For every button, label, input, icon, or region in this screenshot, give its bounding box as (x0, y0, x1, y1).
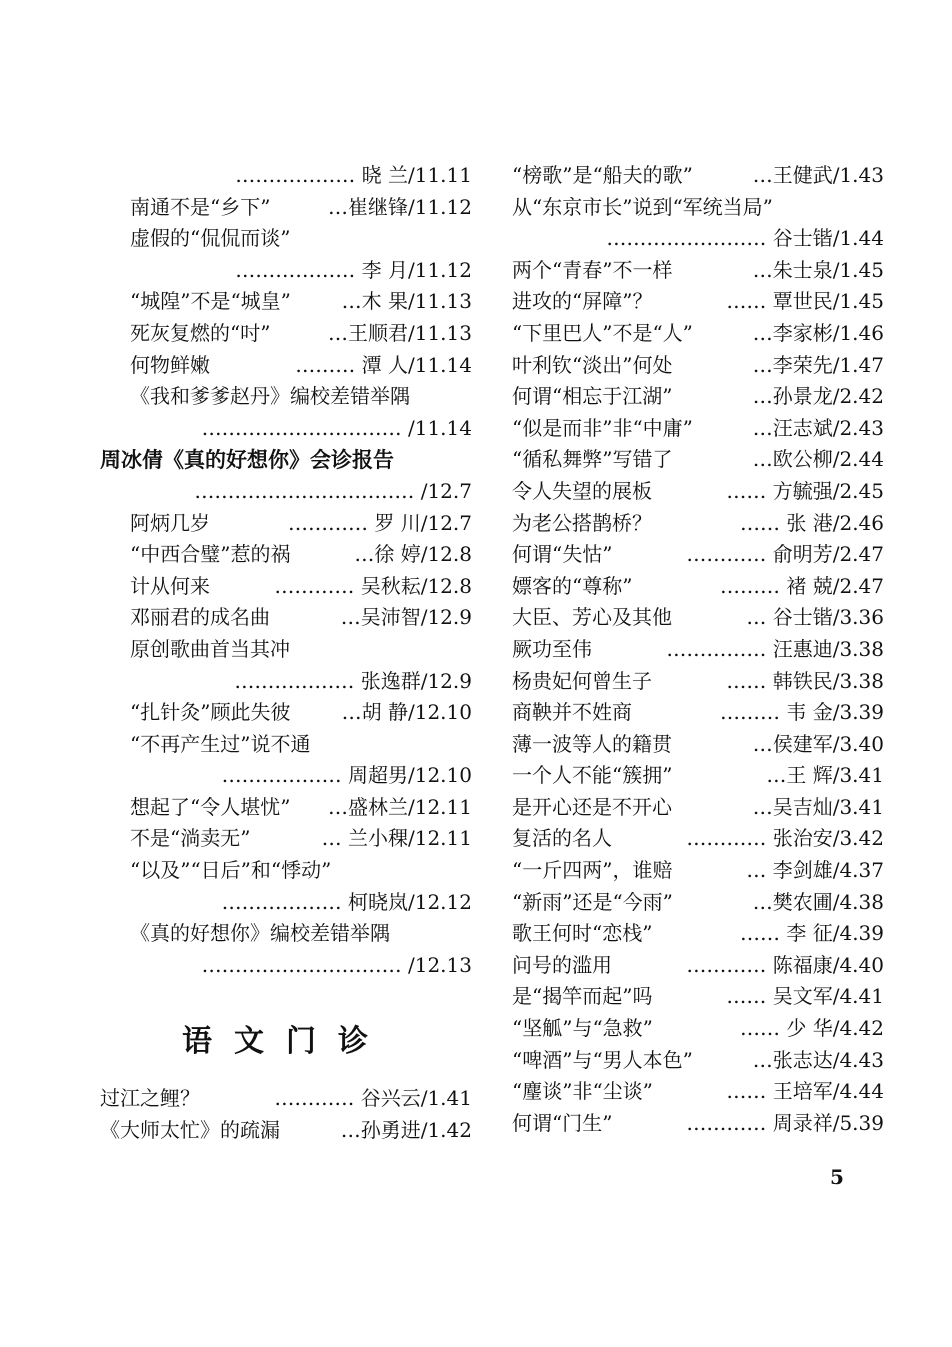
entry-title: 邓丽君的成名曲 (130, 605, 270, 630)
entry-author-page: ……… 潭 人/11.14 (295, 352, 472, 377)
entry-author-page: …胡 静/12.10 (341, 700, 472, 725)
toc-entry (512, 666, 884, 698)
toc-entry (100, 539, 472, 571)
entry-author-page: ……… 褚 兢/2.47 (720, 573, 884, 598)
entry-title: 叶利钦“淡出”何处 (512, 352, 673, 377)
toc-entry (512, 1076, 884, 1108)
toc-entry (512, 1045, 884, 1077)
entry-author-page: …欧公柳/2.44 (752, 447, 884, 472)
entry-author-page: …… 方毓强/2.45 (726, 478, 884, 503)
left-column (100, 160, 472, 1147)
entry-author-page: …… 覃世民/1.45 (726, 289, 884, 314)
entry-author-page: …樊农圃/4.38 (752, 889, 884, 914)
entry-author-page: …张志达/4.43 (752, 1047, 884, 1072)
entry-continuation: ……………… 柯晓岚/12.12 (221, 889, 472, 914)
entry-title: “啤酒”与“男人本色” (512, 1047, 693, 1072)
entry-author-page: …… 王培军/4.44 (726, 1079, 884, 1104)
toc-entry (512, 823, 884, 855)
toc-entry (100, 1083, 472, 1115)
toc-entry (512, 792, 884, 824)
toc-entry (100, 1115, 472, 1147)
entry-continuation: ……………… 李 月/11.12 (235, 257, 472, 282)
entry-title: 杨贵妃何曾生子 (512, 668, 652, 693)
toc-entry (512, 634, 884, 666)
right-column (512, 160, 884, 1139)
entry-title: 复活的名人 (512, 826, 612, 851)
entry-author-page: … 李剑雄/4.37 (746, 858, 884, 883)
entry-author-page: …王 辉/3.41 (766, 763, 884, 788)
section-heading: 语文门诊 (182, 1024, 390, 1060)
toc-entry (512, 286, 884, 318)
page-number: 5 (830, 1165, 844, 1189)
entry-author-page: ………… 谷兴云/1.41 (274, 1086, 472, 1111)
entry-author-page: …… 张 港/2.46 (740, 510, 884, 535)
toc-entry (100, 192, 472, 224)
entry-title: 是“揭竿而起”吗 (512, 984, 653, 1009)
entry-title: 歌王何时“恋栈” (512, 921, 653, 946)
entry-author-page: …徐 婷/12.8 (354, 542, 472, 567)
toc-entry (512, 887, 884, 919)
entry-author-page: …侯建军/3.40 (752, 731, 884, 756)
entry-continuation: ……………… 晓 兰/11.11 (235, 163, 472, 187)
entry-title: 为老公搭鹊桥？ (512, 510, 652, 535)
toc-entry (512, 1108, 884, 1140)
toc-entry (512, 981, 884, 1013)
entry-author-page: …李荣先/1.47 (752, 352, 884, 377)
entry-author-page: …汪志斌/2.43 (752, 415, 884, 440)
entry-title: 过江之鲤？ (100, 1086, 200, 1111)
entry-title: “中西合璧”惹的祸 (130, 542, 291, 567)
toc-entry (512, 413, 884, 445)
entry-title: 《大师太忙》的疏漏 (100, 1118, 280, 1143)
entry-author-page: ………… 陈福康/4.40 (686, 952, 884, 977)
toc-entry (512, 160, 884, 192)
entry-title: 进攻的“屏障”？ (512, 289, 653, 314)
entry-title: 想起了“令人堪忧” (130, 794, 291, 819)
report-title: 周冰倩《真的好想你》会诊报告 (100, 447, 394, 473)
entry-title: 一个人不能“簇拥” (512, 763, 673, 788)
entry-title: “坚觚”与“急救” (512, 1016, 653, 1041)
section-spacer (100, 981, 472, 1001)
entry-author-page: … 谷士锴/3.36 (746, 605, 884, 630)
entry-author-page: …李家彬/1.46 (752, 320, 884, 345)
entry-title: 问号的滥用 (512, 952, 612, 977)
toc-entry (512, 508, 884, 540)
toc-entry (100, 350, 472, 382)
toc-entry (512, 318, 884, 350)
toc-entry (512, 476, 884, 508)
toc-entry (512, 602, 884, 634)
toc-entry (512, 255, 884, 287)
entry-title: 何谓“门生” (512, 1110, 613, 1135)
entry-author-page: ……… 韦 金/3.39 (720, 700, 884, 725)
entry-title: “循私舞弊”写错了 (512, 447, 673, 472)
toc-entry (512, 1013, 884, 1045)
entry-continuation: …………………… 谷士锴/1.44 (606, 226, 884, 251)
toc-entry (100, 697, 472, 729)
entry-title: 死灰复燃的“吋” (130, 320, 271, 345)
toc-entry (512, 697, 884, 729)
toc-entry (512, 539, 884, 571)
toc-entry (512, 918, 884, 950)
entry-author-page: …王顺君/11.13 (328, 320, 472, 345)
toc-entry (100, 571, 472, 603)
entry-title: 何物鲜嫩 (130, 352, 210, 377)
report-continuation: …………………………… /12.7 (194, 478, 472, 503)
entry-title: 何谓“相忘于江湖” (512, 384, 673, 409)
toc-entry (512, 855, 884, 887)
entry-author-page: …… 李 征/4.39 (740, 921, 884, 946)
toc-entry (512, 444, 884, 476)
entry-author-page: …孙勇进/1.42 (340, 1118, 472, 1143)
entry-title: 南通不是“乡下” (130, 194, 271, 219)
entry-title: 商鞅并不姓商 (512, 700, 632, 725)
entry-author-page: …… 韩铁民/3.38 (726, 668, 884, 693)
entry-title: 何谓“失怙” (512, 542, 613, 567)
entry-title-line: “以及”“日后”和“悸动” (130, 858, 332, 883)
entry-title: 薄一波等人的籍贯 (512, 731, 672, 756)
entry-title-line: 《我和爹爹赵丹》编校差错举隅 (130, 384, 410, 409)
toc-entry (512, 950, 884, 982)
entry-author-page: ………… 周录祥/5.39 (686, 1110, 884, 1135)
entry-title-line: 《真的好想你》编校差错举隅 (130, 921, 390, 946)
entry-author-page: …吴沛智/12.9 (340, 605, 472, 630)
entry-title: 大臣、芳心及其他 (512, 605, 672, 630)
entry-author-page: ………… 张治安/3.42 (686, 826, 884, 851)
entry-continuation: ………………………… /11.14 (201, 415, 472, 440)
entry-author-page: ………… 俞明芳/2.47 (686, 542, 884, 567)
entry-title-line: “不再产生过”说不通 (130, 731, 311, 756)
entry-author-page: …朱士泉/1.45 (752, 257, 884, 282)
entry-continuation: ……………… 周超男/12.10 (221, 763, 472, 788)
entry-title: “新雨”还是“今雨” (512, 889, 673, 914)
entry-title: “下里巴人”不是“人” (512, 320, 693, 345)
toc-entry (512, 350, 884, 382)
entry-author-page: ………… 罗 川/12.7 (288, 510, 472, 535)
entry-title: 令人失望的展板 (512, 478, 652, 503)
toc-entry (512, 729, 884, 761)
entry-title: 嫖客的“尊称” (512, 573, 633, 598)
entry-author-page: …崔继锋/11.12 (328, 194, 472, 219)
entry-author-page: …… 少 华/4.42 (740, 1016, 884, 1041)
toc-entry (100, 602, 472, 634)
entry-title-line: 虚假的“侃侃而谈” (130, 226, 291, 251)
entry-author-page: … 兰小稞/12.11 (321, 826, 472, 851)
toc-entry (100, 792, 472, 824)
entry-title: “一斤四两”，谁赔 (512, 858, 673, 883)
entry-title: 厥功至伟 (512, 636, 592, 661)
toc-entry (100, 318, 472, 350)
entry-title: “城隍”不是“城皇” (130, 289, 291, 314)
entry-title-line: 从“东京市长”说到“军统当局” (512, 194, 773, 219)
entry-title: 阿炳几岁 (130, 510, 210, 535)
entry-title: “榜歌”是“船夫的歌” (512, 163, 693, 187)
entry-title: “扎针灸”顾此失彼 (130, 700, 291, 725)
entry-title: “似是而非”非“中庸” (512, 415, 693, 440)
toc-entry (100, 508, 472, 540)
entry-author-page: ………… 吴秋耘/12.8 (274, 573, 472, 598)
entry-author-page: …孙景龙/2.42 (752, 384, 884, 409)
entry-author-page: …盛林兰/12.11 (328, 794, 472, 819)
entry-title: 是开心还是不开心 (512, 794, 672, 819)
entry-author-page: …………… 汪惠迪/3.38 (666, 636, 884, 661)
entry-author-page: …王健武/1.43 (752, 163, 884, 187)
entry-author-page: …… 吴文军/4.41 (726, 984, 884, 1009)
entry-title: 计从何来 (130, 573, 210, 598)
entry-author-page: …木 果/11.13 (341, 289, 472, 314)
entry-title-line: 原创歌曲首当其冲 (130, 636, 290, 661)
toc-entry (100, 286, 472, 318)
entry-continuation: ……………… 张逸群/12.9 (234, 668, 472, 693)
entry-title: 不是“淌卖无” (130, 826, 251, 851)
toc-entry (100, 823, 472, 855)
entry-title: 两个“青春”不一样 (512, 257, 673, 282)
toc-entry (512, 760, 884, 792)
entry-author-page: …吴吉灿/3.41 (752, 794, 884, 819)
toc-entry (512, 381, 884, 413)
entry-title: “麈谈”非“尘谈” (512, 1079, 653, 1104)
toc-entry (512, 571, 884, 603)
entry-continuation: ………………………… /12.13 (201, 952, 472, 977)
